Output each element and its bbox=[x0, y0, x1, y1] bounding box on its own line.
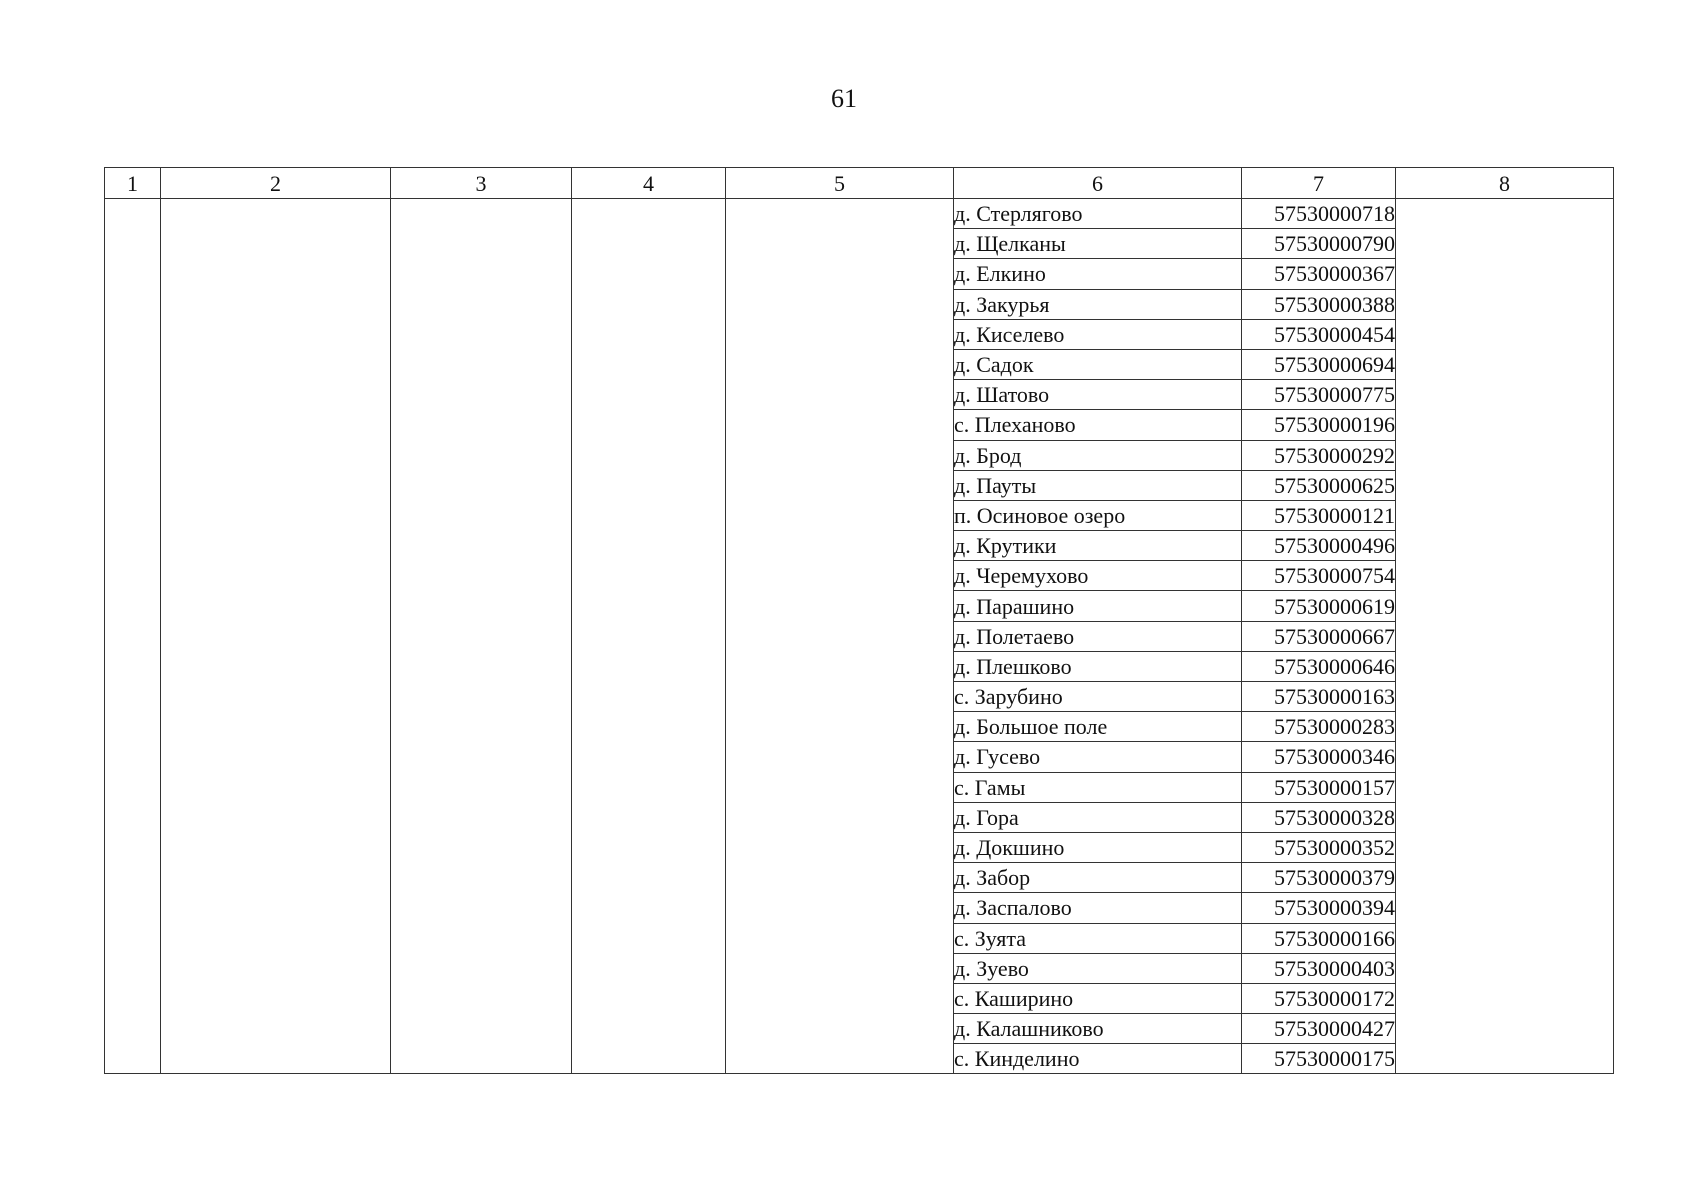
oktmo-code-cell: 57530000292 bbox=[1242, 440, 1396, 470]
settlement-name-cell: д. Черемухово bbox=[954, 561, 1242, 591]
oktmo-code-cell: 57530000388 bbox=[1242, 289, 1396, 319]
settlement-name-cell: д. Большое поле bbox=[954, 712, 1242, 742]
oktmo-code-cell: 57530000196 bbox=[1242, 410, 1396, 440]
merged-empty-cell-col-3 bbox=[391, 199, 572, 1074]
merged-empty-cell-col-1 bbox=[105, 199, 161, 1074]
merged-empty-cell-col-5 bbox=[726, 199, 954, 1074]
settlement-name-cell: д. Забор bbox=[954, 863, 1242, 893]
settlement-name-cell: с. Кинделино bbox=[954, 1044, 1242, 1074]
oktmo-code-cell: 57530000775 bbox=[1242, 380, 1396, 410]
oktmo-code-cell: 57530000157 bbox=[1242, 772, 1396, 802]
oktmo-code-cell: 57530000172 bbox=[1242, 983, 1396, 1013]
column-header-4: 4 bbox=[572, 168, 726, 199]
column-header-7: 7 bbox=[1242, 168, 1396, 199]
settlement-name-cell: д. Гусево bbox=[954, 742, 1242, 772]
merged-empty-cell-col-2 bbox=[161, 199, 391, 1074]
settlement-name-cell: с. Гамы bbox=[954, 772, 1242, 802]
oktmo-code-cell: 57530000346 bbox=[1242, 742, 1396, 772]
settlement-name-cell: д. Пауты bbox=[954, 470, 1242, 500]
oktmo-code-cell: 57530000163 bbox=[1242, 682, 1396, 712]
settlement-name-cell: д. Зуево bbox=[954, 953, 1242, 983]
oktmo-code-cell: 57530000367 bbox=[1242, 259, 1396, 289]
table-row bbox=[105, 199, 1614, 229]
settlement-name-cell: д. Плешково bbox=[954, 651, 1242, 681]
oktmo-code-cell: 57530000496 bbox=[1242, 531, 1396, 561]
oktmo-code-cell: 57530000454 bbox=[1242, 319, 1396, 349]
oktmo-code-cell: 57530000754 bbox=[1242, 561, 1396, 591]
oktmo-code-cell: 57530000427 bbox=[1242, 1014, 1396, 1044]
settlement-name-cell: д. Садок bbox=[954, 349, 1242, 379]
settlement-name-cell: д. Заспалово bbox=[954, 893, 1242, 923]
settlement-name-cell: д. Шатово bbox=[954, 380, 1242, 410]
settlement-name-cell: д. Крутики bbox=[954, 531, 1242, 561]
oktmo-code-cell: 57530000718 bbox=[1242, 199, 1396, 229]
settlement-name-cell: с. Плеханово bbox=[954, 410, 1242, 440]
header-row bbox=[105, 168, 1614, 199]
settlement-name-cell: с. Зуята bbox=[954, 923, 1242, 953]
oktmo-code-cell: 57530000175 bbox=[1242, 1044, 1396, 1074]
oktmo-code-cell: 57530000790 bbox=[1242, 229, 1396, 259]
settlement-name-cell: с. Каширино bbox=[954, 983, 1242, 1013]
merged-empty-cell-col-8 bbox=[1396, 199, 1614, 1074]
settlement-name-cell: д. Гора bbox=[954, 802, 1242, 832]
oktmo-code-cell: 57530000394 bbox=[1242, 893, 1396, 923]
settlements-table bbox=[104, 167, 1614, 1074]
oktmo-code-cell: 57530000646 bbox=[1242, 651, 1396, 681]
oktmo-code-cell: 57530000379 bbox=[1242, 863, 1396, 893]
oktmo-code-cell: 57530000619 bbox=[1242, 591, 1396, 621]
settlement-name-cell: д. Закурья bbox=[954, 289, 1242, 319]
settlement-name-cell: п. Осиновое озеро bbox=[954, 500, 1242, 530]
merged-empty-cell-col-4 bbox=[572, 199, 726, 1074]
oktmo-code-cell: 57530000352 bbox=[1242, 832, 1396, 862]
settlement-name-cell: д. Калашниково bbox=[954, 1014, 1242, 1044]
column-header-3: 3 bbox=[391, 168, 572, 199]
settlement-name-cell: д. Стерлягово bbox=[954, 199, 1242, 229]
oktmo-code-cell: 57530000403 bbox=[1242, 953, 1396, 983]
settlement-name-cell: д. Парашино bbox=[954, 591, 1242, 621]
column-header-2: 2 bbox=[161, 168, 391, 199]
page-number: 61 bbox=[831, 84, 857, 113]
oktmo-code-cell: 57530000166 bbox=[1242, 923, 1396, 953]
oktmo-code-cell: 57530000694 bbox=[1242, 349, 1396, 379]
settlement-name-cell: д. Елкино bbox=[954, 259, 1242, 289]
oktmo-code-cell: 57530000328 bbox=[1242, 802, 1396, 832]
settlement-name-cell: д. Докшино bbox=[954, 832, 1242, 862]
column-header-5: 5 bbox=[726, 168, 954, 199]
column-header-8: 8 bbox=[1396, 168, 1614, 199]
column-header-1: 1 bbox=[105, 168, 161, 199]
settlement-name-cell: д. Щелканы bbox=[954, 229, 1242, 259]
oktmo-code-cell: 57530000625 bbox=[1242, 470, 1396, 500]
settlement-name-cell: д. Киселево bbox=[954, 319, 1242, 349]
settlement-name-cell: с. Зарубино bbox=[954, 682, 1242, 712]
settlement-name-cell: д. Брод bbox=[954, 440, 1242, 470]
oktmo-code-cell: 57530000667 bbox=[1242, 621, 1396, 651]
oktmo-code-cell: 57530000121 bbox=[1242, 500, 1396, 530]
oktmo-code-cell: 57530000283 bbox=[1242, 712, 1396, 742]
column-header-6: 6 bbox=[954, 168, 1242, 199]
settlement-name-cell: д. Полетаево bbox=[954, 621, 1242, 651]
